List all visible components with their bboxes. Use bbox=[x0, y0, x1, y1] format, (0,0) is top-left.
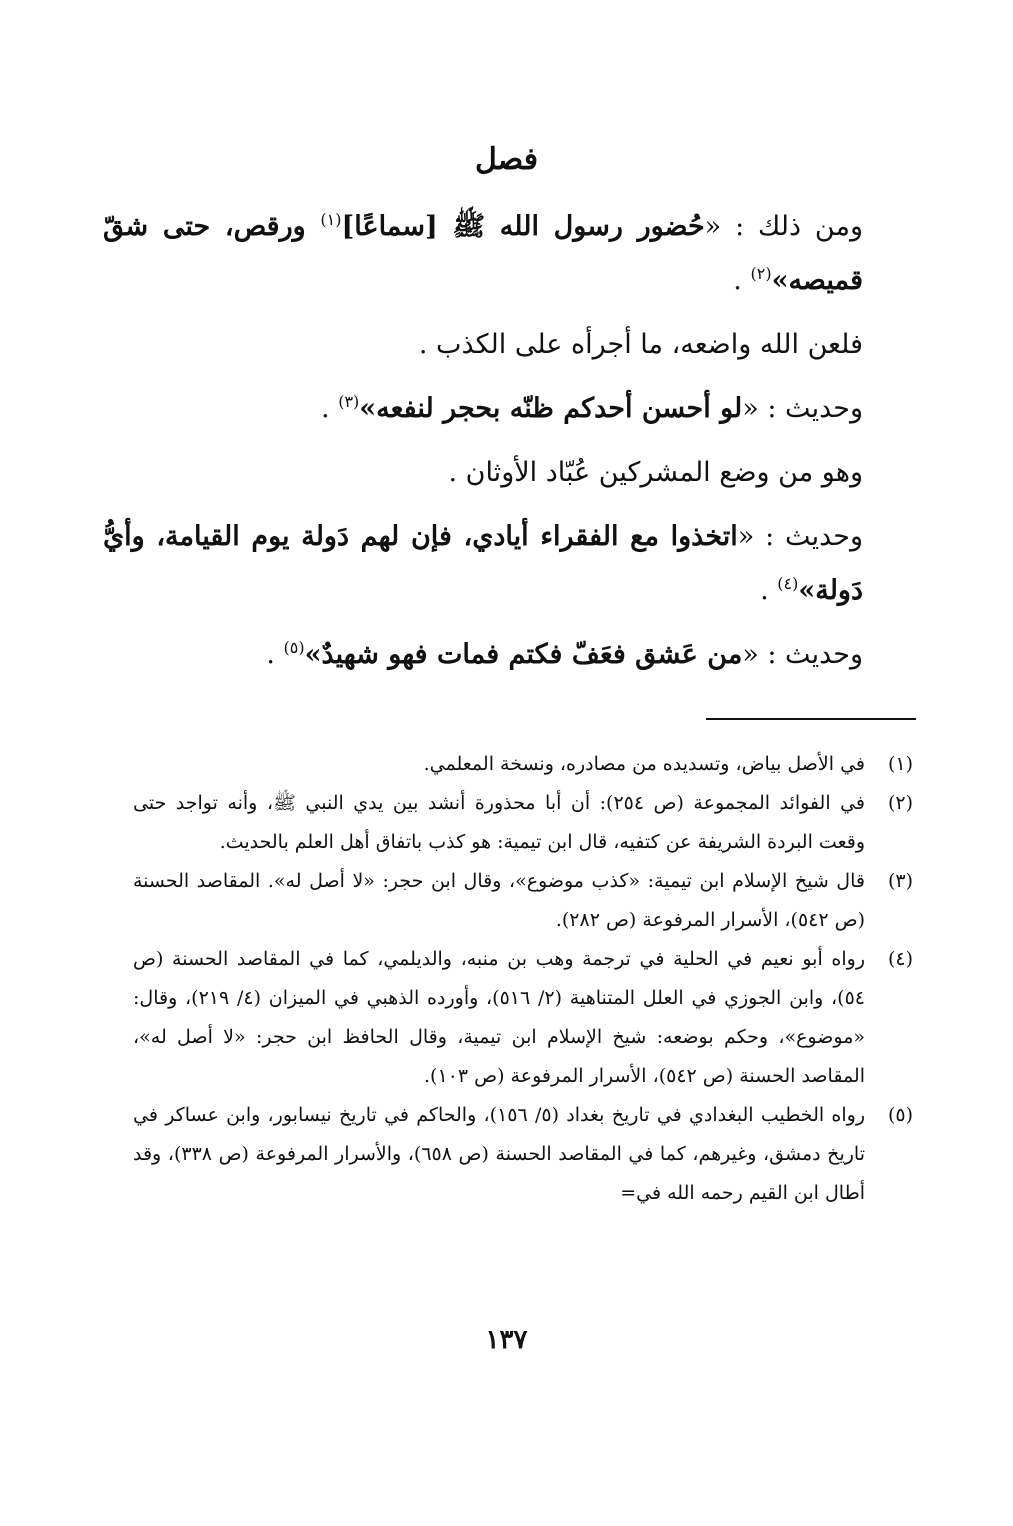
quoted-text: من عَشق فعَفّ فكتم فمات فهو شهيدٌ bbox=[321, 639, 743, 670]
paragraph-2 bbox=[103, 318, 863, 372]
quoted-text: ورقص، حتى شقّ قميصه» bbox=[103, 211, 863, 296]
paragraph-lead: وحديث : « bbox=[737, 521, 863, 552]
paragraph-lead: ومن ذلك : « bbox=[704, 211, 863, 242]
paragraph-lead: وحديث : « bbox=[742, 393, 863, 424]
paragraph-3 bbox=[103, 382, 863, 436]
paragraph-1 bbox=[103, 200, 863, 308]
footnote-text: رواه أبو نعيم في الحلية في ترجمة وهب بن منبه، والديلمي، كما في المقاصد الحسنة (ص ٥٤)، وابن الجوزي في العلل المتناهية (٢/ ٥١٦)، وأورده الذهبي في الميزان (٤/ ٢١٩)، وقال: «موضوع»، وحكم بوضعه: شيخ الإسلام ابن تيمية، وقال الحافظ ابن حجر: «لا أصل له»، المقاصد الحسنة (ص ٥٤٢)، الأسرار المرفوعة (ص ١٠٣). bbox=[133, 948, 865, 1087]
footnote-number: (٥) bbox=[887, 1104, 913, 1126]
section-heading: فصل bbox=[474, 142, 539, 177]
footnote-ref: (٤) bbox=[777, 574, 799, 593]
paragraph-text: فلعن الله واضعه، ما أجرأه على الكذب . bbox=[418, 329, 863, 360]
footnote-ref: (٢) bbox=[750, 264, 772, 283]
paragraph-lead: وحديث : « bbox=[742, 639, 863, 670]
footnote-item bbox=[133, 940, 913, 1096]
paragraph-5 bbox=[103, 510, 863, 618]
footnote-ref: (٣) bbox=[338, 392, 360, 411]
quoted-text: حُضور رسول الله ﷺ [سماعًا] bbox=[341, 211, 705, 242]
footnote-number: (١) bbox=[887, 753, 913, 775]
paragraph-6 bbox=[103, 628, 863, 682]
footnote-item bbox=[133, 784, 913, 862]
page-number: ١٣٧ bbox=[485, 1325, 528, 1355]
footnote-item bbox=[133, 1096, 913, 1213]
quoted-text: لو أحسن أحدكم ظنّه بحجر لنفعه bbox=[376, 393, 743, 424]
quote-close: » bbox=[304, 639, 322, 670]
quote-close: » bbox=[798, 575, 816, 606]
paragraph-tail: . bbox=[266, 639, 284, 670]
paragraph-text: وهو من وضع المشركين عُبّاد الأوثان . bbox=[448, 457, 863, 488]
footnote-text: في الفوائد المجموعة (ص ٢٥٤): أن أبا محذورة أنشد بين يدي النبي ﷺ، وأنه تواجد حتى وقعت البردة الشريفة عن كتفيه، قال ابن تيمية: هو كذب باتفاق أهل العلم بالحديث. bbox=[133, 792, 866, 853]
main-text bbox=[103, 200, 863, 692]
quoted-text: اتخذوا مع الفقراء أيادي، فإن لهم دَولة يوم القيامة، وأيُّ دَولة bbox=[103, 521, 863, 606]
footnote-number: (٣) bbox=[887, 870, 913, 892]
paragraph-tail: . bbox=[733, 265, 751, 296]
footnote-number: (٢) bbox=[887, 792, 913, 814]
footnote-item bbox=[133, 745, 913, 784]
footnote-ref: (١) bbox=[320, 210, 342, 229]
footnote-text: قال شيخ الإسلام ابن تيمية: «كذب موضوع»، وقال ابن حجر: «لا أصل له». المقاصد الحسنة (ص ٥٤٢)، الأسرار المرفوعة (ص ٢٨٢). bbox=[133, 870, 865, 931]
footnote-ref: (٥) bbox=[283, 638, 305, 657]
footnote-text: في الأصل بياض، وتسديده من مصادره، ونسخة المعلمي. bbox=[423, 753, 865, 775]
paragraph-tail: . bbox=[321, 393, 339, 424]
footnote-divider bbox=[706, 718, 916, 720]
quote-close: » bbox=[359, 393, 377, 424]
paragraph-4 bbox=[103, 446, 863, 500]
paragraph-tail: . bbox=[760, 575, 778, 606]
footnote-item bbox=[133, 862, 913, 940]
footnote-text: رواه الخطيب البغدادي في تاريخ بغداد (٥/ ١٥٦)، والحاكم في تاريخ نيسابور، وابن عساكر في تاريخ دمشق، وغيرهم، كما في المقاصد الحسنة (ص ٦٥٨)، والأسرار المرفوعة (ص ٣٣٨)، وقد أطال ابن القيم رحمه الله في= bbox=[133, 1104, 865, 1204]
footnotes bbox=[133, 745, 913, 1213]
footnote-number: (٤) bbox=[887, 948, 913, 970]
